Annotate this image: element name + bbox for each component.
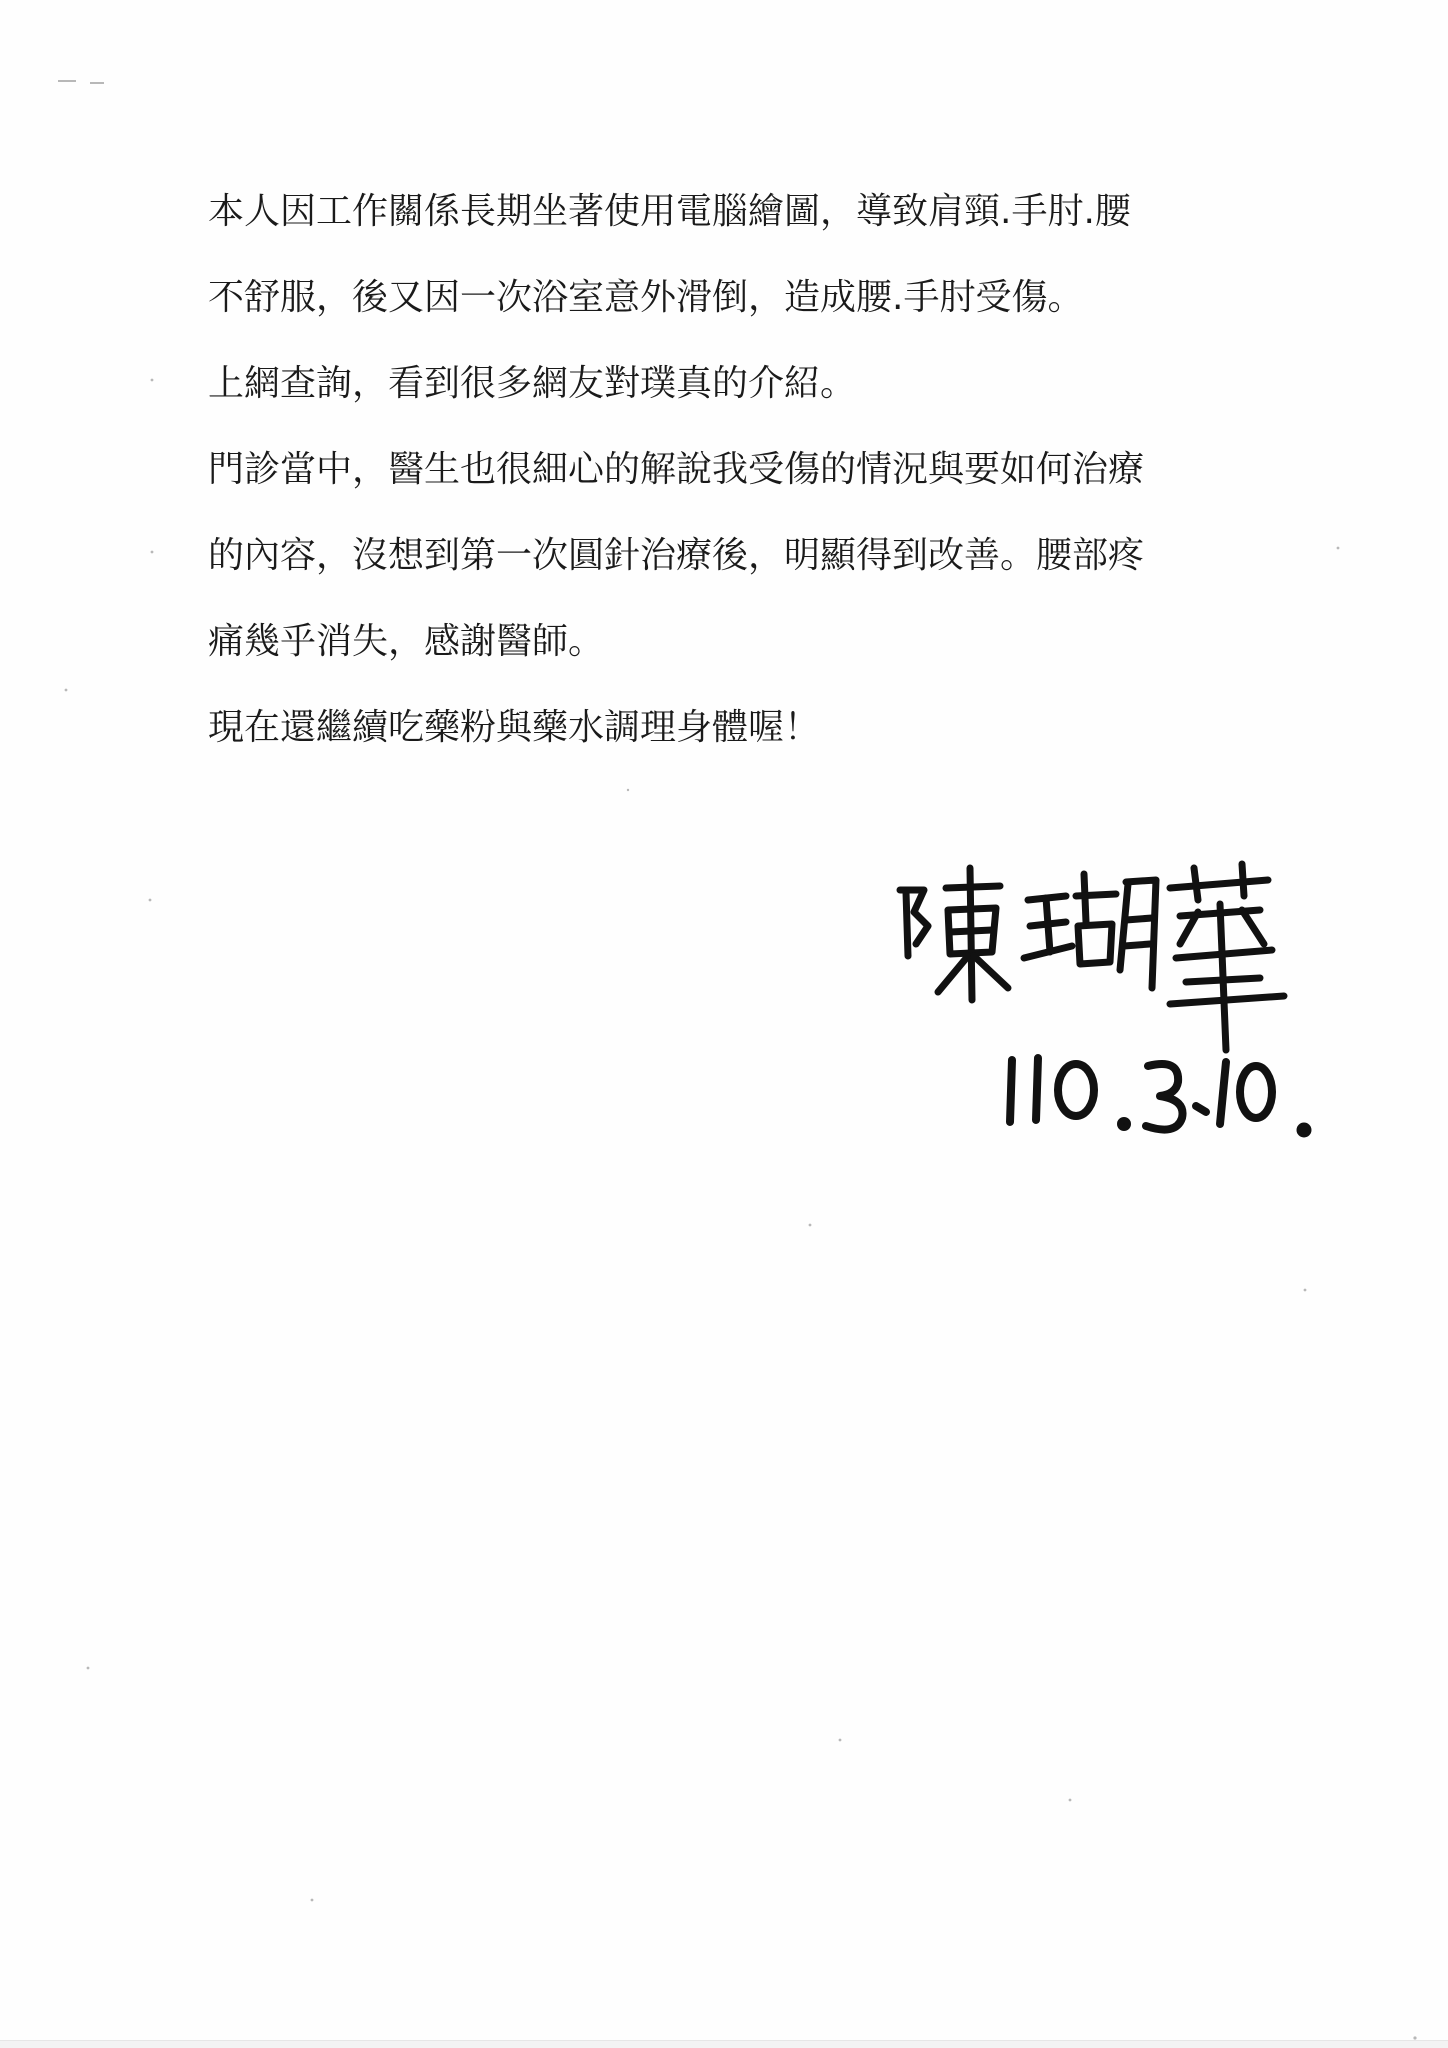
signature-char-3	[1170, 864, 1284, 1050]
letter-line: 本人因工作關係長期坐著使用電腦繪圖，導致肩頸.手肘.腰	[208, 191, 1131, 232]
letter-line: 現在還繼續吃藥粉與藥水調理身體喔！	[208, 707, 821, 748]
signature-date	[1010, 1058, 1308, 1134]
letter-line: 上網查詢，看到很多網友對璞真的介紹。	[208, 363, 857, 404]
handwritten-signature	[880, 860, 1340, 1160]
signature-char-2	[1024, 874, 1156, 988]
letter-line: 的內容，沒想到第一次圓針治療後，明顯得到改善。腰部疼	[208, 535, 1145, 576]
letter-body	[208, 182, 1268, 784]
scan-bottom-edge	[0, 2040, 1448, 2048]
letter-line: 痛幾乎消失，感謝醫師。	[208, 621, 605, 662]
signature-char-1	[900, 868, 1008, 1000]
letter-line: 門診當中，醫生也很細心的解說我受傷的情況與要如何治療	[208, 449, 1145, 490]
letter-line: 不舒服，後又因一次浴室意外滑倒，造成腰.手肘受傷。	[208, 277, 1084, 318]
